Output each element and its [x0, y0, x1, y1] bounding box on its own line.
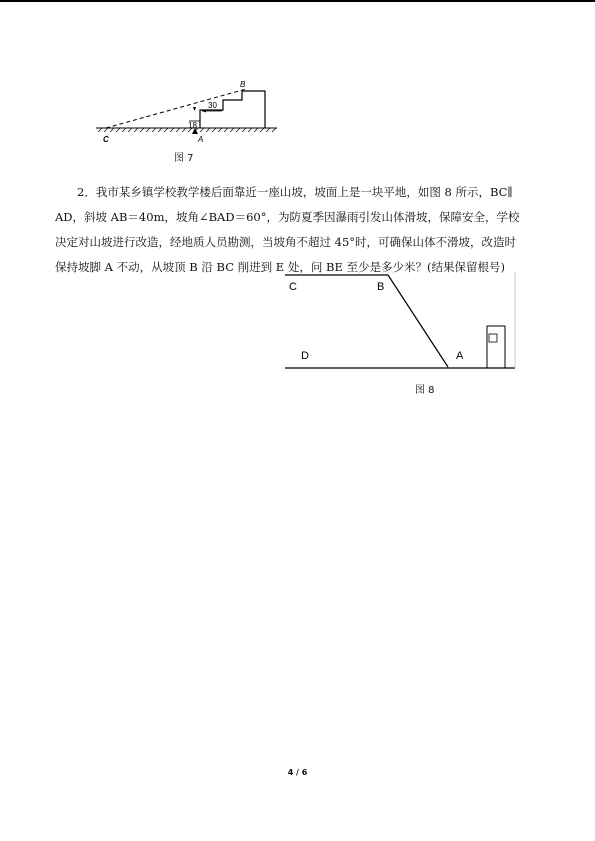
figure-7-caption: 图 7: [174, 153, 194, 164]
sight-line: [106, 89, 246, 128]
step-arrow: [193, 107, 196, 111]
fig7-label-c: C: [103, 135, 109, 144]
fig7-label-30: 30: [208, 101, 217, 110]
fig8-label-c: C: [289, 281, 297, 293]
figure-8-caption: 图 8: [415, 385, 435, 396]
fig7-label-a: A: [198, 135, 204, 144]
header-rule: [0, 0, 595, 2]
building-window: [489, 334, 497, 342]
figure-8-diagram: [283, 272, 519, 374]
problem-line-2: AD，斜坡 AB＝40m，坡角∠BAD＝60°，为防夏季因瀑雨引发山体滑坡，保障安全，学校: [55, 210, 520, 224]
problem-line-1: 2．我市某乡镇学校教学楼后面靠近一座山坡，坡面上是一块平地，如图 8 所示，BC∥: [77, 185, 513, 199]
ground-hatching: [98, 128, 276, 132]
problem-2-text: [55, 180, 540, 280]
problem-line-4: 保持坡脚 A 不动，从坡顶 B 沿 BC 削进到 E 处，问 BE 至少是多少米？(结果保留根号): [55, 260, 505, 274]
page-number: 4 / 6: [287, 768, 308, 777]
fig8-label-b: B: [377, 281, 385, 293]
fig7-label-18: 18: [188, 121, 197, 130]
fig7-label-b: B: [240, 80, 246, 89]
slope-ab: [388, 275, 448, 367]
figure-7-diagram: [92, 80, 282, 150]
fig8-label-a: A: [456, 350, 464, 362]
problem-line-3: 决定对山坡进行改造，经地质人员勘测，当坡角不超过 45°时，可确保山体不滑坡，改造时: [55, 235, 517, 249]
school-building: [487, 326, 505, 368]
fig8-label-d: D: [301, 350, 309, 362]
